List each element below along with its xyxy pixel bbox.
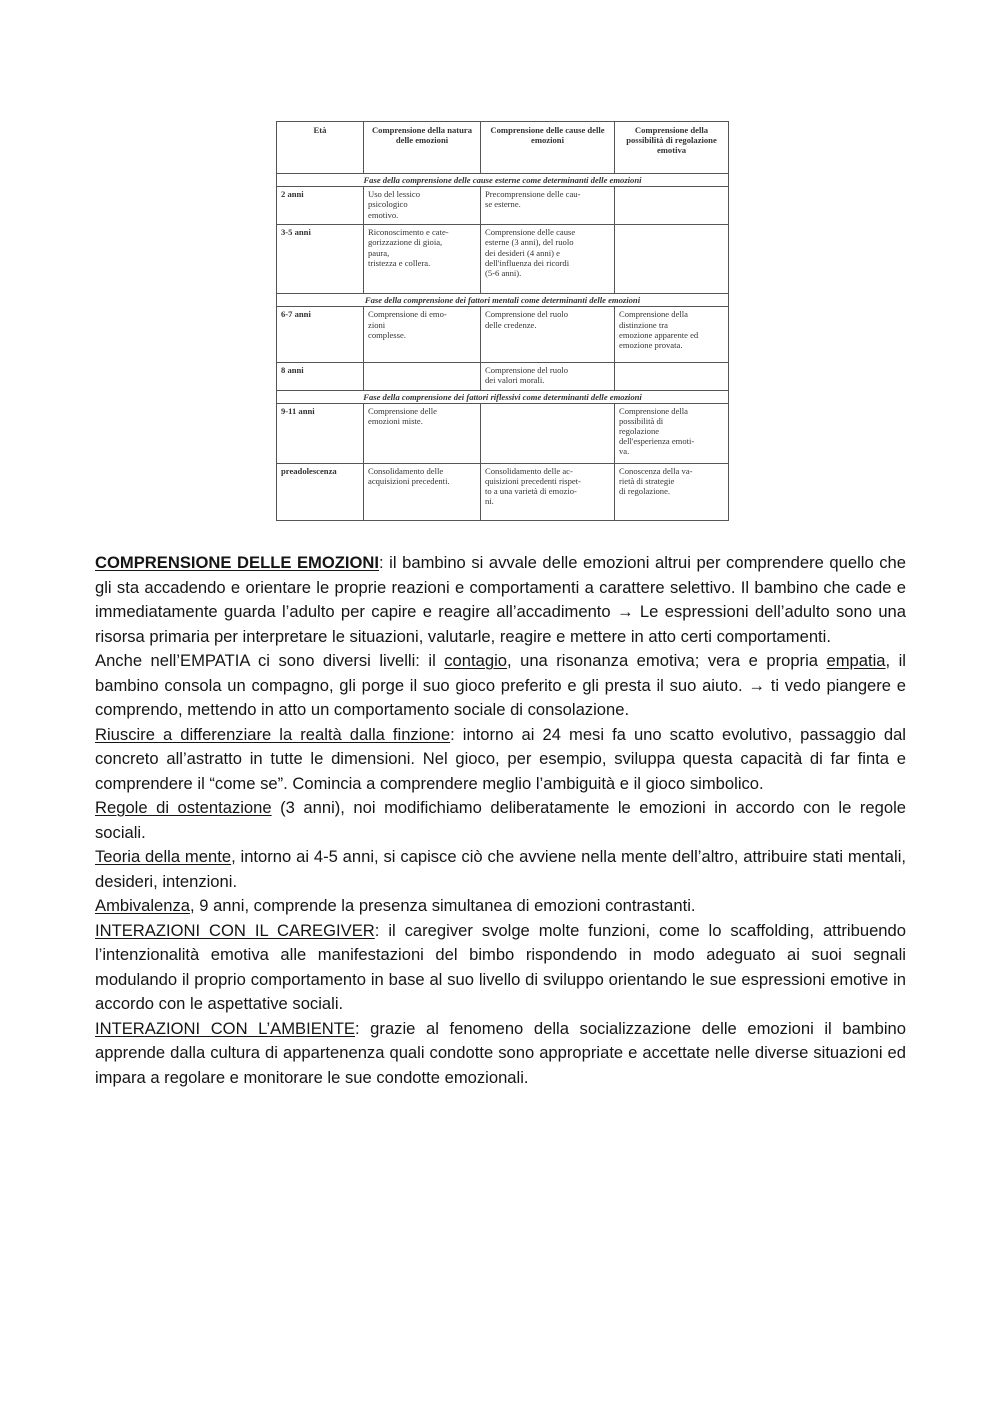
paragraph-text: , una risonanza emotiva; vera e propria xyxy=(507,651,827,670)
term-caregiver: INTERAZIONI CON IL CAREGIVER xyxy=(95,920,375,940)
age-cell: 8 anni xyxy=(277,362,364,390)
paragraph-ambivalenza xyxy=(95,894,906,919)
age-cell: 2 anni xyxy=(277,187,364,225)
term-ambivalenza: Ambivalenza xyxy=(95,896,191,915)
paragraph-text: : intorno ai 24 mesi fa uno scatto evolutivo, passaggio dal concreto all’astratto in tutte le dimensioni. Nel gioco, per esempio, sviluppa questa capacità di far finta e comprendere il “come se”. Comincia a comprendere meglio l’ambiguità e il gioco simbolico. xyxy=(95,724,906,793)
term-ambiente: INTERAZIONI CON L’AMBIENTE xyxy=(95,1018,355,1038)
emotion-development-table xyxy=(276,121,729,521)
regolazione-cell xyxy=(615,187,729,225)
term-comprensione-emozioni: COMPRENSIONE DELLE EMOZIONI xyxy=(95,553,380,572)
table-row xyxy=(277,463,729,520)
table-row xyxy=(277,225,729,294)
paragraph-regole-ostentazione xyxy=(95,796,906,845)
paragraph-text: Le espressioni dell’adulto sono una risorsa primaria per interpretare le situazioni, valutarle, reagire e mettere in atto certi comportamenti. xyxy=(95,602,907,646)
age-cell: 9-11 anni xyxy=(277,403,364,463)
header-age: Età xyxy=(277,122,364,174)
table-row xyxy=(277,403,729,463)
emotion-development-table-image xyxy=(276,121,728,521)
paragraph-text: (3 anni), noi modifichiamo deliberatamente le emozioni in accordo con le regole sociali. xyxy=(95,798,906,842)
natura-cell: Riconoscimento e cate- gorizzazione di gioia, paura, tristezza e collera. xyxy=(364,225,481,294)
term-realta-finzione: Riuscire a differenziare la realtà dalla finzione xyxy=(95,724,451,744)
arrow-icon: → xyxy=(748,675,765,695)
paragraph-text: : il bambino si avvale delle emozioni altrui per comprendere quello che gli sta accadendo e orientare le proprie reazioni e comportamenti a carattere selettivo. Il bambino che cade e immediatamente guarda l’adulto per capire e reagire all’accadimento xyxy=(95,553,906,621)
cause-cell xyxy=(481,403,615,463)
cause-cell: Comprensione del ruolo delle credenze. xyxy=(481,307,615,362)
paragraph-text: ti vedo piangere e comprendo, mettendo in atto un comportamento sociale di consolazione. xyxy=(95,675,906,719)
paragraph-ambiente xyxy=(95,1017,906,1091)
paragraph-empatia xyxy=(95,649,906,723)
term-teoria-mente: Teoria della mente xyxy=(95,847,232,866)
paragraph-text: Anche nell’EMPATIA ci sono diversi livelli: il xyxy=(95,651,445,670)
term-empatia: empatia xyxy=(826,651,886,670)
paragraph-comprensione-emozioni xyxy=(95,551,906,649)
age-cell: 3-5 anni xyxy=(277,225,364,294)
cause-cell: Comprensione delle cause esterne (3 anni), del ruolo dei desideri (4 anni) e dell'influenza dei ricordi (5-6 anni). xyxy=(481,225,615,294)
regolazione-cell: Comprensione della distinzione tra emozione apparente ed emozione provata. xyxy=(615,307,729,362)
phase-row xyxy=(277,390,729,403)
regolazione-cell xyxy=(615,225,729,294)
phase-row xyxy=(277,174,729,187)
regolazione-cell: Conoscenza della va- rietà di strategie di regolazione. xyxy=(615,463,729,520)
phase-label: Fase della comprensione delle cause esterne come determinanti delle emozioni xyxy=(277,174,729,187)
age-cell: 6-7 anni xyxy=(277,307,364,362)
term-regole-ostentazione: Regole di ostentazione xyxy=(95,798,272,817)
phase-label: Fase della comprensione dei fattori mentali come determinanti delle emozioni xyxy=(277,294,729,307)
paragraph-text: : il caregiver svolge molte funzioni, come lo scaffolding, attribuendo l’intenzionalità emotiva alle manifestazioni del bimbo rispondendo in modo adeguato ai suoi segnali modulando il proprio comportamento in base al suo livello di sviluppo orientando le sue espressioni emotive in accordo con le aspettative sociali. xyxy=(95,920,906,1013)
paragraph-realta-finzione xyxy=(95,723,906,797)
natura-cell xyxy=(364,362,481,390)
table-header-row xyxy=(277,122,729,174)
paragraph-text: , il bambino consola un compagno, gli porge il suo gioco preferito e gli presta il suo aiuto. xyxy=(95,651,906,695)
natura-cell: Comprensione delle emozioni miste. xyxy=(364,403,481,463)
regolazione-cell xyxy=(615,362,729,390)
table-row xyxy=(277,307,729,362)
header-cause: Comprensione delle cause delle emozioni xyxy=(481,122,615,174)
natura-cell: Uso del lessico psicologico emotivo. xyxy=(364,187,481,225)
paragraph-text: , 9 anni, comprende la presenza simultanea di emozioni contrastanti. xyxy=(190,896,696,915)
header-natura: Comprensione della natura delle emozioni xyxy=(364,122,481,174)
paragraph-text: , intorno ai 4-5 anni, si capisce ciò che avviene nella mente dell’altro, attribuire stati mentali, desideri, intenzioni. xyxy=(95,847,906,891)
table-row xyxy=(277,362,729,390)
term-contagio: contagio xyxy=(444,651,507,670)
document-body xyxy=(95,551,906,1090)
natura-cell: Comprensione di emo- zioni complesse. xyxy=(364,307,481,362)
cause-cell: Consolidamento delle ac- quisizioni precedenti rispet- to a una varietà di emozio- ni. xyxy=(481,463,615,520)
regolazione-cell: Comprensione della possibilità di regolazione dell'esperienza emoti- va. xyxy=(615,403,729,463)
paragraph-teoria-mente xyxy=(95,845,906,894)
natura-cell: Consolidamento delle acquisizioni precedenti. xyxy=(364,463,481,520)
phase-row xyxy=(277,294,729,307)
cause-cell: Precomprensione delle cau- se esterne. xyxy=(481,187,615,225)
header-regolazione: Comprensione della possibilità di regolazione emotiva xyxy=(615,122,729,174)
arrow-icon: → xyxy=(616,602,634,621)
paragraph-text: : grazie al fenomeno della socializzazione delle emozioni il bambino apprende dalla cultura di appartenenza quali condotte sono appropriate e accettate nelle diverse situazioni ed impara a regolare e monitorare le sue condotte emozionali. xyxy=(95,1018,906,1087)
phase-label: Fase della comprensione dei fattori riflessivi come determinanti delle emozioni xyxy=(277,390,729,403)
paragraph-caregiver xyxy=(95,919,906,1017)
table-row xyxy=(277,187,729,225)
cause-cell: Comprensione del ruolo dei valori morali. xyxy=(481,362,615,390)
age-cell: preadolescenza xyxy=(277,463,364,520)
